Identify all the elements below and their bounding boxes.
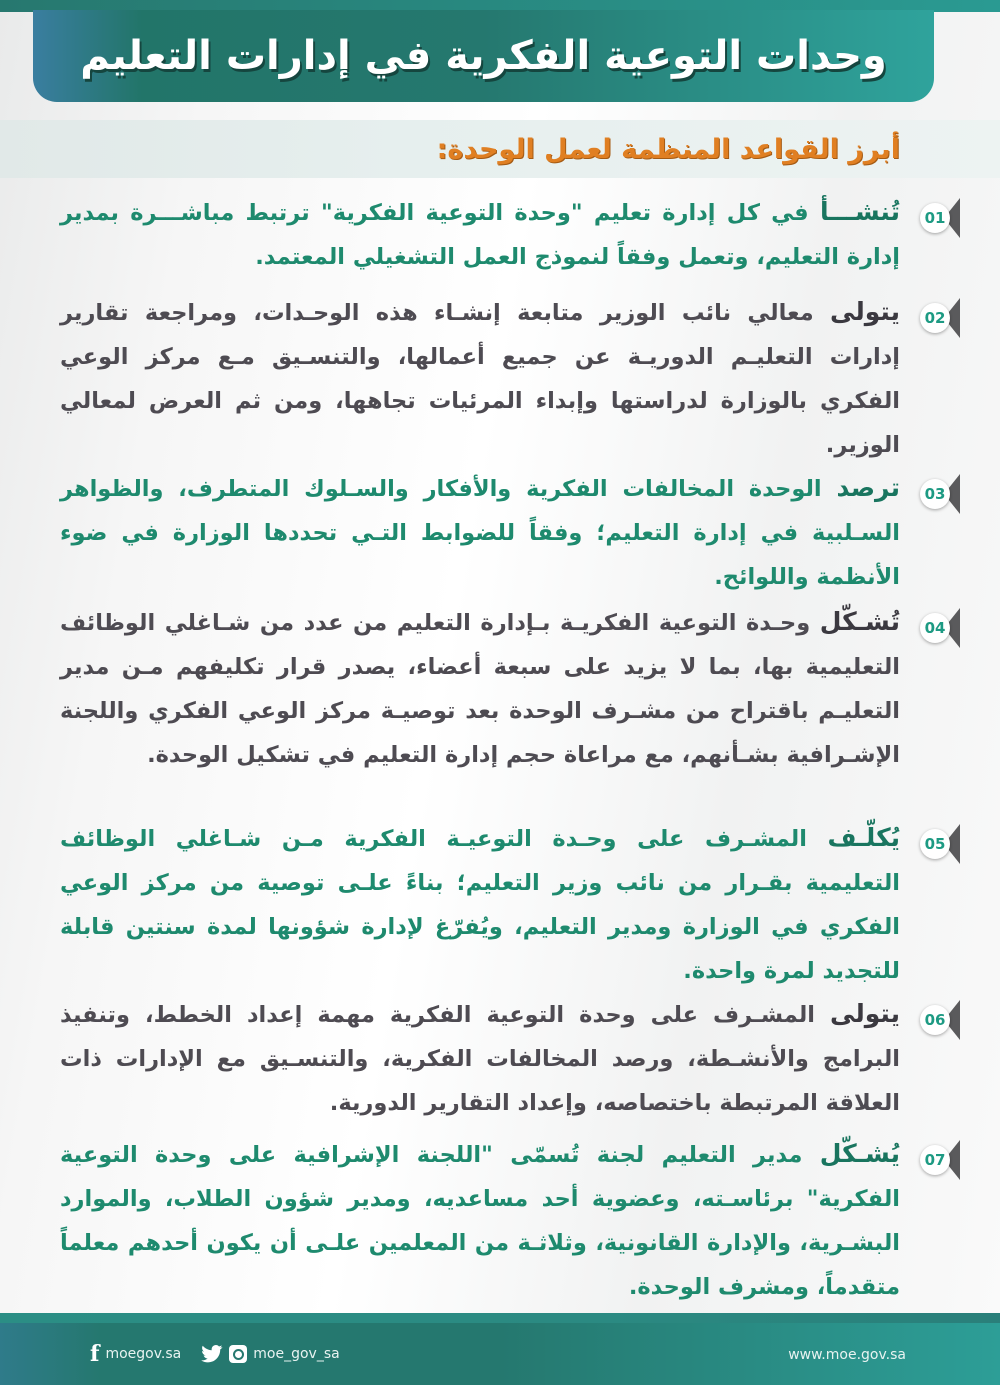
- rule-body: الوحدة المخالفات الفكرية والأفكار والسـلوك المتطرف، والظواهر السـلبية في إدارة التعليم؛ وفقاً للضوابط التـي تحددها الوزارة في ضوء الأنظمة واللوائح.: [60, 476, 900, 590]
- rule-text: [60, 816, 900, 993]
- rule-number: 01: [920, 203, 950, 233]
- footer: [0, 1313, 1000, 1385]
- rule-text: [60, 1132, 900, 1309]
- rule-number-marker: [906, 298, 960, 338]
- rule-number-marker: [906, 198, 960, 238]
- twitter-icon[interactable]: [201, 1345, 223, 1363]
- rule-number: 07: [920, 1145, 950, 1175]
- section-band: [0, 120, 1000, 178]
- page-title: وحدات التوعية الفكرية في إدارات التعليم: [80, 33, 887, 79]
- rule-number-marker: [906, 824, 960, 864]
- title-banner: [33, 10, 934, 102]
- rule-number: 06: [920, 1005, 950, 1035]
- instagram-icon[interactable]: [229, 1345, 247, 1363]
- website-link[interactable]: www.moe.gov.sa: [788, 1347, 906, 1363]
- rule-body: المشـرف على وحدة التوعية الفكرية مهمة إعداد الخطط، وتنفيذ البرامج والأنشـطة، ورصد المخالفات الفكرية، والتنسـيق مع الإدارات ذات العلاقة المرتبطة باختصاصه، وإعداد التقارير الدورية.: [60, 1002, 900, 1116]
- facebook-icon[interactable]: f: [90, 1341, 100, 1367]
- social-links: [90, 1341, 340, 1367]
- rule-body: مدير التعليم لجنة تُسمّى "اللجنة الإشرافية على وحدة التوعية الفكرية" برئاسـته، وعضوية أحد مساعديه، ومدير شؤون الطلاب، والموارد البشـرية، والإدارة القانونية، وثلاثـة من المعلمين علـى أن يكون أحدهم معلماً متقدماً، ومشرف الوحدة.: [60, 1142, 900, 1300]
- facebook-handle[interactable]: moegov.sa: [105, 1346, 182, 1362]
- rule-number: 05: [920, 829, 950, 859]
- rule-text: [60, 290, 900, 467]
- rule-lead-word: تُشـكّل: [819, 607, 900, 636]
- rule-number-marker: [906, 474, 960, 514]
- rule-number: 03: [920, 479, 950, 509]
- rule-number-marker: [906, 608, 960, 648]
- rule-lead-word: تُنشـــأ: [819, 197, 900, 226]
- rule-text: [60, 466, 900, 599]
- rule-number-marker: [906, 1000, 960, 1040]
- rule-body: وحـدة التوعية الفكريـة بـإدارة التعليم من عدد من شـاغلي الوظائف التعليمية بها، بما لا يزيد على سبعة أعضاء، يصدر قرار تكليفهم مـن مدير التعليـم باقتراح من مشـرف الوحدة بعد توصيـة مركز الوعي الفكري واللجنة الإشـرافية بشـأنهم، مع مراعاة حجم إدارة التعليم في تشكيل الوحدة.: [60, 610, 900, 768]
- footer-strip: [0, 1313, 1000, 1323]
- section-heading: أبرز القواعد المنظمة لعمل الوحدة:: [436, 133, 900, 165]
- rule-lead-word: يُكلّـف: [827, 823, 900, 852]
- rule-text: [60, 992, 900, 1125]
- rule-lead-word: ترصد: [836, 473, 900, 502]
- rule-body: معالي نائب الوزير متابعة إنشـاء هذه الوحـدات، ومراجعة تقارير إدارات التعليـم الدوريـة عن جميع أعمالها، والتنسـيق مـع مركز الوعي الفكري بالوزارة لدراستها وإبداء المرئيات تجاهها، ومن ثم العرض لمعالي الوزير.: [60, 300, 900, 458]
- rule-text: [60, 190, 900, 279]
- rule-number: 04: [920, 613, 950, 643]
- rule-body: في كل إدارة تعليم "وحدة التوعية الفكرية" ترتبط مباشـــرة بمدير إدارة التعليم، وتعمل وفقاً لنموذج العمل التشغيلي المعتمد.: [60, 200, 900, 270]
- rule-body: المشـرف على وحـدة التوعيـة الفكرية مـن شـاغلي الوظائف التعليمية بقـرار من نائب وزير التعليم؛ بناءً علـى توصية من مركز الوعي الفكري في الوزارة ومدير التعليم، ويُفرّغ لإدارة شؤونها لمدة سنتين قابلة للتجديد لمرة واحدة.: [60, 826, 900, 984]
- rule-lead-word: يُشـكّل: [819, 1139, 900, 1168]
- rule-text: [60, 600, 900, 777]
- rule-number-marker: [906, 1140, 960, 1180]
- rule-lead-word: يتولى: [830, 297, 900, 326]
- rule-number: 02: [920, 303, 950, 333]
- social-handle[interactable]: moe_gov_sa: [253, 1346, 340, 1362]
- rule-lead-word: يتولى: [830, 999, 900, 1028]
